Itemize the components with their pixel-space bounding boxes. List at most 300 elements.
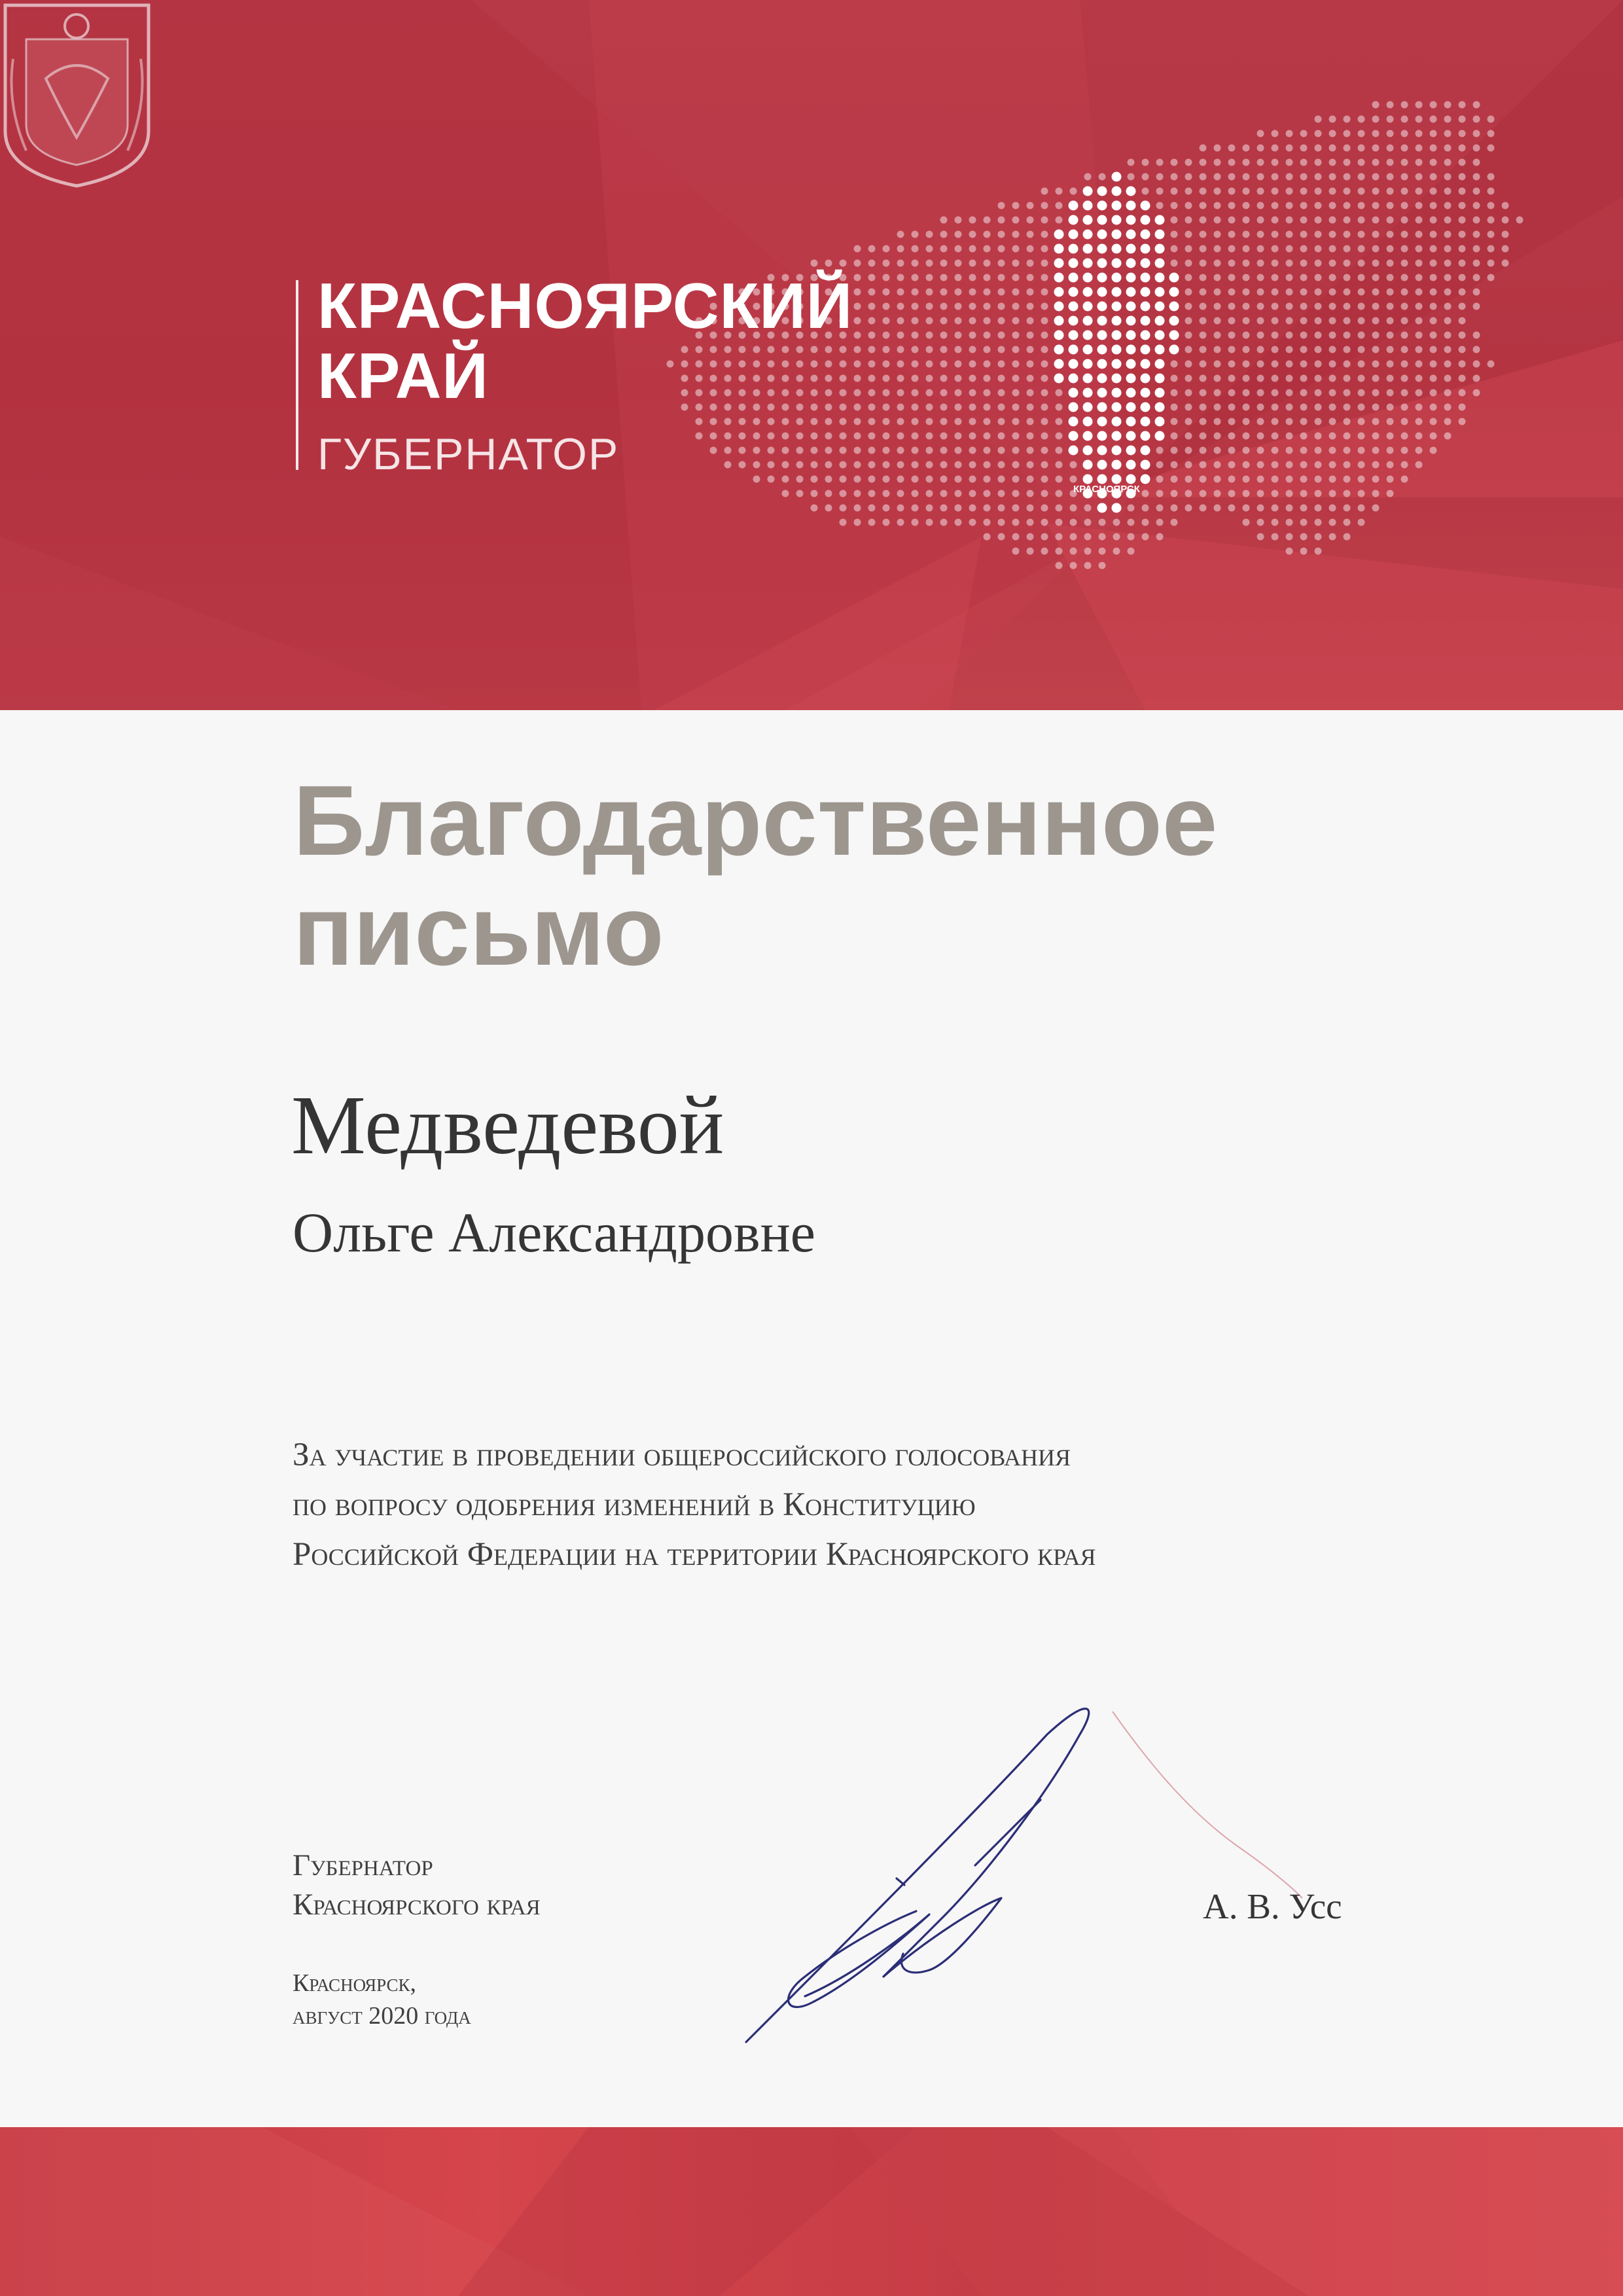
map-dot: [1228, 418, 1236, 425]
map-dot: [1488, 173, 1495, 181]
map-dot: [1444, 260, 1452, 267]
map-dot: [926, 461, 933, 469]
map-dot: [1185, 317, 1192, 325]
map-dot: [1286, 447, 1293, 454]
map-dot-highlight: [1069, 417, 1079, 427]
map-dot-highlight: [1126, 388, 1136, 398]
map-dot: [1416, 217, 1423, 224]
map-dot-highlight: [1083, 244, 1093, 254]
map-dot: [1473, 202, 1480, 209]
map-dot: [1315, 433, 1322, 440]
map-dot: [811, 505, 818, 512]
map-dot: [1516, 217, 1524, 224]
map-dot: [1041, 418, 1048, 425]
map-dot: [1300, 476, 1308, 483]
map-dot: [1444, 202, 1452, 209]
map-dot: [724, 433, 732, 440]
map-dot: [883, 274, 890, 281]
map-dot: [940, 303, 948, 310]
map-dot: [1372, 260, 1380, 267]
map-dot: [1286, 317, 1293, 325]
map-dot: [897, 490, 904, 497]
map-dot: [753, 461, 760, 469]
map-dot: [796, 433, 804, 440]
map-dot: [969, 317, 976, 325]
map-dot: [724, 375, 732, 382]
map-dot: [1430, 332, 1437, 339]
map-dot: [825, 490, 832, 497]
map-dot: [1488, 145, 1495, 152]
map-dot: [1401, 217, 1408, 224]
map-dot: [1012, 461, 1020, 469]
map-dot: [1243, 202, 1250, 209]
map-dot: [1416, 145, 1423, 152]
map-dot-highlight: [1112, 460, 1122, 470]
map-dot: [1329, 447, 1336, 454]
map-dot: [1387, 202, 1394, 209]
map-dot: [1358, 447, 1365, 454]
map-dot: [1027, 418, 1034, 425]
map-dot-highlight: [1069, 316, 1079, 326]
map-dot-highlight: [1097, 359, 1107, 369]
map-dot: [1041, 505, 1048, 512]
map-dot-highlight: [1155, 259, 1165, 268]
map-dot: [1243, 418, 1250, 425]
map-dot: [1257, 519, 1264, 526]
map-dot: [955, 375, 962, 382]
map-dot-highlight: [1069, 331, 1079, 340]
map-dot: [710, 389, 717, 397]
map-dot: [1344, 505, 1351, 512]
map-dot: [897, 303, 904, 310]
map-dot: [1257, 346, 1264, 353]
map-dot-highlight: [1083, 460, 1093, 470]
map-dot: [1416, 418, 1423, 425]
map-dot: [768, 389, 775, 397]
map-dot: [1473, 303, 1480, 310]
map-dot: [926, 289, 933, 296]
map-dot: [1128, 548, 1135, 555]
map-dot: [1329, 361, 1336, 368]
map-dot: [998, 519, 1005, 526]
map-dot: [1041, 461, 1048, 469]
map-dot: [1286, 130, 1293, 137]
map-dot: [1243, 346, 1250, 353]
map-dot: [1444, 116, 1452, 123]
handwritten-signature: [733, 1689, 1309, 2055]
map-dot-highlight: [1112, 215, 1122, 225]
map-dot: [1430, 346, 1437, 353]
map-dot: [1401, 274, 1408, 281]
map-dot: [955, 303, 962, 310]
map-dot: [1099, 548, 1106, 555]
map-dot: [984, 490, 991, 497]
map-dot: [1401, 389, 1408, 397]
map-dot: [854, 375, 861, 382]
map-dot: [696, 346, 703, 353]
map-dot: [1214, 231, 1221, 238]
map-dot: [854, 346, 861, 353]
map-dot: [1344, 332, 1351, 339]
map-dot: [1358, 375, 1365, 382]
map-dot: [969, 505, 976, 512]
map-dot-highlight: [1169, 316, 1179, 326]
map-dot: [1027, 433, 1034, 440]
map-dot: [1344, 231, 1351, 238]
map-dot-highlight: [1097, 403, 1107, 412]
map-dot-highlight: [1083, 345, 1093, 355]
map-dot: [969, 433, 976, 440]
signer-position-line1: Губернатор: [293, 1848, 433, 1882]
map-dot: [897, 317, 904, 325]
map-dot: [883, 418, 890, 425]
map-dot: [1387, 461, 1394, 469]
logo-region-name-2: КРАЙ: [317, 340, 489, 412]
map-dot: [1228, 317, 1236, 325]
map-dot: [840, 260, 847, 267]
map-dot-highlight: [1112, 172, 1122, 182]
map-dot: [1430, 447, 1437, 454]
map-dot: [1257, 418, 1264, 425]
map-dot: [782, 433, 789, 440]
map-dot: [940, 317, 948, 325]
map-dot: [1329, 130, 1336, 137]
map-dot: [796, 361, 804, 368]
map-dot-highlight: [1141, 302, 1150, 312]
map-dot: [883, 332, 890, 339]
map-dot: [854, 461, 861, 469]
map-dot: [883, 361, 890, 368]
map-dot: [1214, 418, 1221, 425]
map-dot: [825, 433, 832, 440]
map-dot: [1444, 173, 1452, 181]
map-dot: [1286, 533, 1293, 541]
map-dot: [897, 476, 904, 483]
map-dot-highlight: [1112, 259, 1122, 268]
map-dot: [1315, 231, 1322, 238]
map-dot: [840, 519, 847, 526]
map-dot: [1214, 375, 1221, 382]
map-dot: [1185, 188, 1192, 195]
map-dot: [1243, 519, 1250, 526]
map-dot-highlight: [1097, 475, 1107, 484]
map-dot: [1459, 245, 1466, 253]
map-dot: [868, 289, 876, 296]
map-dot: [1459, 145, 1466, 152]
map-dot: [1358, 231, 1365, 238]
map-dot: [1214, 433, 1221, 440]
map-dot: [1214, 145, 1221, 152]
map-dot: [912, 361, 919, 368]
map-dot: [1272, 505, 1279, 512]
map-dot: [1401, 245, 1408, 253]
map-dot: [1171, 404, 1178, 411]
map-dot: [1243, 274, 1250, 281]
map-dot: [912, 461, 919, 469]
map-dot: [696, 404, 703, 411]
map-dot: [1315, 159, 1322, 166]
map-dot: [724, 447, 732, 454]
map-dot: [1257, 173, 1264, 181]
map-dot: [1056, 476, 1063, 483]
map-dot-highlight: [1141, 215, 1150, 225]
map-dot: [1012, 533, 1020, 541]
map-dot: [998, 447, 1005, 454]
map-dot-highlight: [1155, 316, 1165, 326]
map-dot: [1286, 361, 1293, 368]
map-dot: [1027, 317, 1034, 325]
map-dot-highlight: [1141, 460, 1150, 470]
map-dot: [940, 433, 948, 440]
map-dot: [1416, 159, 1423, 166]
map-dot: [1358, 490, 1365, 497]
map-dot: [1344, 159, 1351, 166]
map-dot-highlight: [1126, 359, 1136, 369]
map-dot: [1459, 231, 1466, 238]
map-dot: [1315, 361, 1322, 368]
map-dot: [912, 519, 919, 526]
map-dot: [998, 289, 1005, 296]
map-dot: [883, 245, 890, 253]
map-dot: [926, 303, 933, 310]
map-dot: [969, 404, 976, 411]
map-dot: [1401, 433, 1408, 440]
map-dot: [969, 245, 976, 253]
map-dot: [1027, 490, 1034, 497]
map-dot-highlight: [1097, 215, 1107, 225]
map-dot: [1056, 389, 1063, 397]
map-dot: [1502, 202, 1509, 209]
map-dot: [883, 461, 890, 469]
map-dot: [753, 447, 760, 454]
map-dot: [1185, 303, 1192, 310]
map-dot: [1228, 361, 1236, 368]
map-dot: [940, 361, 948, 368]
map-dot: [897, 332, 904, 339]
map-dot: [984, 519, 991, 526]
map-dot-highlight: [1112, 244, 1122, 254]
map-dot: [1171, 519, 1178, 526]
map-dot: [710, 361, 717, 368]
map-dot: [1430, 274, 1437, 281]
map-dot: [796, 490, 804, 497]
map-dot: [1257, 461, 1264, 469]
map-dot: [1041, 389, 1048, 397]
map-dot: [1387, 433, 1394, 440]
map-dot: [1012, 346, 1020, 353]
map-dot: [984, 245, 991, 253]
map-dot: [1401, 418, 1408, 425]
map-dot: [1012, 361, 1020, 368]
map-dot: [1329, 317, 1336, 325]
map-dot: [854, 260, 861, 267]
map-dot: [1041, 317, 1048, 325]
map-dot: [1473, 116, 1480, 123]
map-dot: [1070, 505, 1077, 512]
map-dot: [1387, 217, 1394, 224]
map-dot-highlight: [1097, 316, 1107, 326]
map-dot-highlight: [1054, 374, 1064, 384]
map-dot: [854, 245, 861, 253]
map-dot: [782, 418, 789, 425]
map-dot: [1300, 202, 1308, 209]
map-dot: [1444, 418, 1452, 425]
map-dot: [1243, 173, 1250, 181]
map-dot: [955, 361, 962, 368]
map-dot: [1358, 361, 1365, 368]
map-dot: [840, 505, 847, 512]
map-dot: [1200, 245, 1207, 253]
map-dot: [1430, 188, 1437, 195]
map-dot: [1228, 260, 1236, 267]
map-dot: [1214, 404, 1221, 411]
map-dot: [1401, 332, 1408, 339]
map-dot-highlight: [1155, 302, 1165, 312]
map-dot: [1416, 389, 1423, 397]
map-dot: [1257, 375, 1264, 382]
map-dot: [1113, 533, 1120, 541]
map-dot: [854, 418, 861, 425]
map-dot-highlight: [1141, 331, 1150, 340]
map-dot: [782, 404, 789, 411]
map-dot: [998, 217, 1005, 224]
map-dot: [1387, 332, 1394, 339]
map-dot: [1444, 274, 1452, 281]
map-dot: [1401, 260, 1408, 267]
map-dot: [710, 447, 717, 454]
map-dot: [926, 375, 933, 382]
map-dot: [868, 519, 876, 526]
map-dot: [1387, 173, 1394, 181]
map-dot-highlight: [1126, 417, 1136, 427]
map-dot: [1444, 217, 1452, 224]
map-dot: [696, 375, 703, 382]
map-dot: [1300, 346, 1308, 353]
map-dot: [1473, 389, 1480, 397]
map-dot: [1459, 101, 1466, 109]
map-dot: [840, 490, 847, 497]
map-dot: [984, 289, 991, 296]
map-dot: [1243, 188, 1250, 195]
map-dot: [1444, 245, 1452, 253]
map-dot: [1272, 418, 1279, 425]
map-dot: [854, 332, 861, 339]
map-dot: [868, 361, 876, 368]
map-dot: [969, 418, 976, 425]
map-dot: [1444, 332, 1452, 339]
map-dot: [1372, 245, 1380, 253]
map-dot: [782, 361, 789, 368]
map-dot: [1214, 159, 1221, 166]
map-dot-highlight: [1141, 259, 1150, 268]
map-dot: [940, 476, 948, 483]
map-dot: [984, 533, 991, 541]
map-dot: [1012, 505, 1020, 512]
map-dot: [998, 346, 1005, 353]
map-dot: [1056, 447, 1063, 454]
map-dot: [1300, 274, 1308, 281]
map-dot: [926, 274, 933, 281]
map-dot: [1358, 217, 1365, 224]
map-dot: [854, 389, 861, 397]
map-dot: [1315, 317, 1322, 325]
map-dot: [1056, 548, 1063, 555]
map-dot: [1372, 476, 1380, 483]
map-city-label: КРАСНОЯРСК: [1073, 484, 1140, 495]
map-dot-highlight: [1083, 259, 1093, 268]
map-dot: [1228, 173, 1236, 181]
map-dot: [1372, 375, 1380, 382]
map-dot: [1056, 461, 1063, 469]
map-dot: [868, 245, 876, 253]
map-dot: [1372, 101, 1380, 109]
map-dot: [1444, 159, 1452, 166]
map-dot: [1156, 476, 1164, 483]
map-dot: [883, 303, 890, 310]
map-dot: [1041, 245, 1048, 253]
map-dot: [1416, 332, 1423, 339]
map-dot: [883, 433, 890, 440]
map-dot: [1329, 173, 1336, 181]
map-dot: [1387, 289, 1394, 296]
map-dot: [1387, 303, 1394, 310]
map-dot: [1315, 289, 1322, 296]
map-dot: [969, 361, 976, 368]
map-dot: [1315, 260, 1322, 267]
map-dot: [1344, 130, 1351, 137]
map-dot-highlight: [1126, 316, 1136, 326]
map-dot: [998, 231, 1005, 238]
map-dot: [1444, 361, 1452, 368]
map-dot: [1286, 145, 1293, 152]
map-dot: [1243, 433, 1250, 440]
map-dot-highlight: [1141, 431, 1150, 441]
map-dot: [1344, 476, 1351, 483]
map-dot: [1272, 461, 1279, 469]
map-dot: [984, 274, 991, 281]
map-dot: [1243, 303, 1250, 310]
map-dot: [1459, 404, 1466, 411]
map-dot: [1056, 217, 1063, 224]
map-dot: [1473, 101, 1480, 109]
map-dot: [1358, 433, 1365, 440]
map-dot: [1459, 188, 1466, 195]
map-dot: [1329, 490, 1336, 497]
map-dot: [1243, 231, 1250, 238]
map-dot: [811, 490, 818, 497]
map-dot-highlight: [1112, 230, 1122, 240]
map-dot: [1430, 317, 1437, 325]
map-dot: [1372, 274, 1380, 281]
map-dot: [984, 461, 991, 469]
map-dot-highlight: [1112, 374, 1122, 384]
map-dot: [1444, 433, 1452, 440]
map-dot-highlight: [1054, 287, 1064, 297]
map-dot: [1171, 490, 1178, 497]
map-dot: [739, 404, 746, 411]
map-dot: [768, 476, 775, 483]
map-dot: [897, 375, 904, 382]
map-dot: [1185, 274, 1192, 281]
map-dot-highlight: [1126, 259, 1136, 268]
map-dot: [883, 289, 890, 296]
map-dot: [1459, 361, 1466, 368]
map-dot: [1012, 231, 1020, 238]
map-dot: [1430, 433, 1437, 440]
map-dot: [1012, 433, 1020, 440]
map-dot: [1473, 231, 1480, 238]
map-dot: [1228, 159, 1236, 166]
